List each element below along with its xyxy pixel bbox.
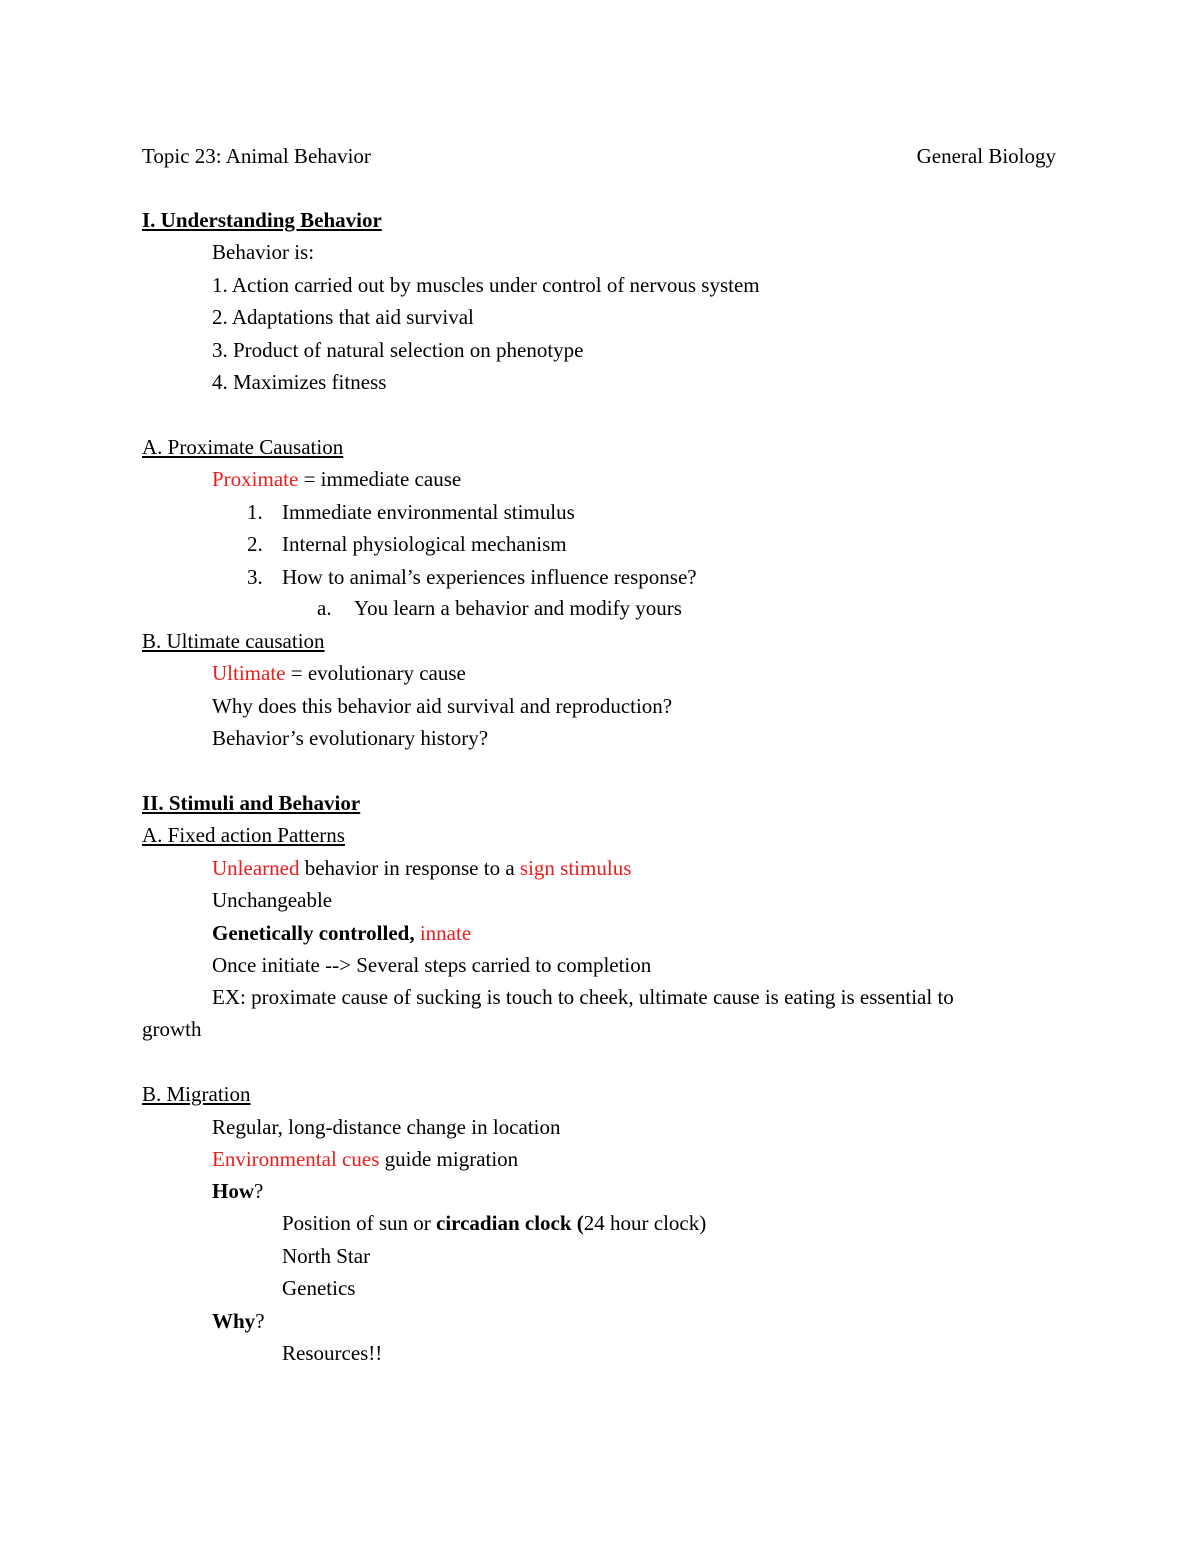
how-item: North Star <box>282 1244 371 1268</box>
section-heading-stimuli: II. Stimuli and Behavior <box>142 791 361 815</box>
topic-title: Topic 23: Animal Behavior <box>142 144 371 168</box>
list-number: 2. <box>247 532 263 556</box>
sublist-item: You learn a behavior and modify yours <box>354 596 682 620</box>
term-innate: innate <box>414 921 472 945</box>
bold-text: How <box>212 1179 254 1203</box>
term-ultimate: Ultimate <box>212 661 286 685</box>
term-sign-stimulus: sign stimulus <box>519 856 632 880</box>
subheading-proximate: A. Proximate Causation <box>142 435 344 459</box>
list-item: 2. Adaptations that aid survival <box>212 305 474 329</box>
example-line: EX: proximate cause of sucking is touch to cheek, ultimate cause is eating is essential to <box>212 985 954 1009</box>
example-line-continued: growth <box>142 1017 202 1041</box>
definition-text: = immediate cause <box>298 467 462 491</box>
subheading-ultimate: B. Ultimate causation <box>142 629 325 653</box>
list-item: Internal physiological mechanism <box>282 532 567 556</box>
bold-text: Genetically controlled, <box>212 921 415 945</box>
migration-line: Regular, long-distance change in location <box>212 1115 561 1139</box>
term-unlearned: Unlearned <box>212 856 300 880</box>
how-item <box>282 1211 706 1235</box>
behavior-intro: Behavior is: <box>212 240 315 264</box>
list-item: How to animal’s experiences influence response? <box>282 565 697 589</box>
text-fragment: ? <box>255 1309 265 1333</box>
why-label <box>212 1309 265 1333</box>
how-item: Genetics <box>282 1276 356 1300</box>
bold-text: Why <box>212 1309 256 1333</box>
section-heading-understanding: I. Understanding Behavior <box>142 208 382 232</box>
list-number: 3. <box>247 565 263 589</box>
text-fragment: ? <box>254 1179 264 1203</box>
sublist-letter: a. <box>317 596 332 620</box>
fixed-action-line: Unchangeable <box>212 888 333 912</box>
text-fragment: Position of sun or <box>282 1211 437 1235</box>
ultimate-definition <box>212 661 466 685</box>
fixed-action-line <box>212 856 631 880</box>
migration-line <box>212 1147 518 1171</box>
ultimate-question: Why does this behavior aid survival and reproduction? <box>212 694 673 718</box>
subheading-fixed-action: A. Fixed action Patterns <box>142 823 345 847</box>
list-number: 1. <box>247 500 263 524</box>
term-proximate: Proximate <box>212 467 299 491</box>
text-fragment: behavior in response to a <box>299 856 520 880</box>
bold-text: circadian clock ( <box>436 1211 584 1235</box>
text-fragment: 24 hour clock) <box>583 1211 707 1235</box>
list-item: 3. Product of natural selection on phenotype <box>212 338 584 362</box>
fixed-action-line: Once initiate --> Several steps carried to completion <box>212 953 652 977</box>
list-item: Immediate environmental stimulus <box>282 500 575 524</box>
course-title: General Biology <box>916 144 1056 168</box>
term-environmental-cues: Environmental cues <box>212 1147 380 1171</box>
proximate-definition <box>212 467 461 491</box>
list-item: 1. Action carried out by muscles under control of nervous system <box>212 273 760 297</box>
definition-text: = evolutionary cause <box>285 661 466 685</box>
list-item: 4. Maximizes fitness <box>212 370 387 394</box>
text-fragment: guide migration <box>379 1147 519 1171</box>
ultimate-question: Behavior’s evolutionary history? <box>212 726 489 750</box>
subheading-migration: B. Migration <box>142 1082 251 1106</box>
fixed-action-line <box>212 921 471 945</box>
why-item: Resources!! <box>282 1341 383 1365</box>
how-label <box>212 1179 263 1203</box>
